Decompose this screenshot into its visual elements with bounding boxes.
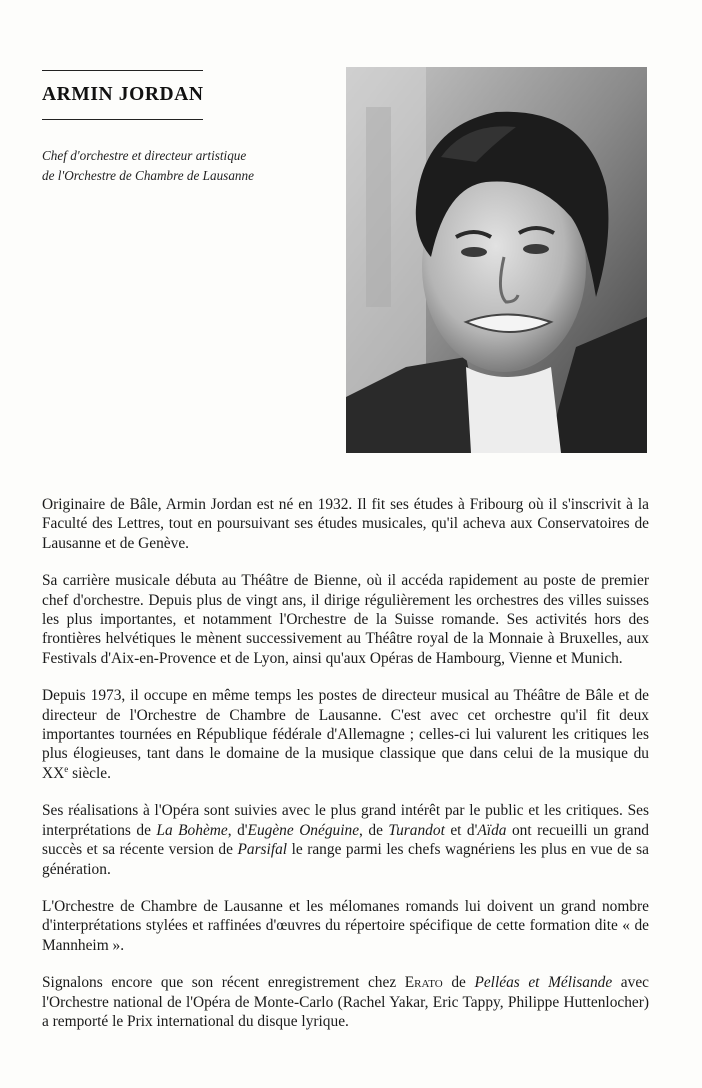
- work-title-turandot: Turandot: [388, 821, 445, 839]
- header-rule-bottom: [42, 119, 203, 120]
- artist-role: [42, 146, 312, 186]
- work-title-parsifal: Parsifal: [237, 841, 288, 859]
- artist-name: ARMIN JORDAN: [42, 84, 204, 105]
- bio-paragraph-2: Sa carrière musicale débuta au Théâtre de Bienne, où il accéda rapidement au poste de premier chef d'orchestre. Depuis plus de vingt ans, il dirige régulièrement les orchestres des villes suisses les plus importantes, et notamment l'Orchestre de la Suisse romande. Ses activités hors des frontières helvétiques le mènent successivement au Théâtre royal de la Monnaie à Bruxelles, aux Festivals d'Aix-en-Provence et de Lyon, ainsi qu'aux Opéras de Hambourg, Vienne et Munich.: [42, 572, 649, 667]
- header-rule-top: [42, 70, 203, 71]
- bio-p4-text-a: Ses réalisations à l'Opéra sont suivies avec le plus grand intérêt par le public et les critiques. Ses interprétations de: [42, 802, 649, 839]
- bio-paragraph-1: Originaire de Bâle, Armin Jordan est né en 1932. Il fit ses études à Fribourg où il s'inscrivit à la Faculté des Lettres, tout en poursuivant ses études musicales, qu'il acheva aux Conservatoires de Lausanne et de Genève.: [42, 496, 649, 552]
- role-line-1: Chef d'orchestre et directeur artistique: [42, 148, 247, 163]
- bio-p6-text-b: de: [442, 974, 475, 992]
- bio-p4-text-d: et d': [444, 821, 478, 839]
- bio-paragraph-5: L'Orchestre de Chambre de Lausanne et les mélomanes romands lui doivent un grand nombre d'interprétations stylées et raffinées d'œuvres du répertoire spécifique de cette formation dite « de Mannheim ».: [42, 897, 649, 954]
- bio-p4-text-c: , de: [359, 821, 389, 839]
- work-title-boheme: La Bohème: [156, 821, 228, 839]
- bio-p4-text-f: le range parmi les chefs wagnériens les plus en vue de sa génération.: [42, 841, 649, 878]
- bio-paragraph-6: [42, 973, 649, 1031]
- work-title-oneguine: Eugène Onéguine: [247, 821, 360, 839]
- bio-paragraph-3: [42, 686, 649, 783]
- bio-p6-text-c: avec l'Orchestre national de l'Opéra de Monte-Carlo (Rachel Yakar, Eric Tappy, Philippe Huttenlocher) a remporté le Prix international du disque lyrique.: [42, 974, 649, 1030]
- bio-p4-text-b: , d': [227, 821, 248, 839]
- bio-p3-superscript: e: [64, 763, 69, 774]
- role-line-2: de l'Orchestre de Chambre de Lausanne: [42, 168, 254, 183]
- portrait-photo-icon: [346, 67, 647, 453]
- biography-text: [42, 495, 649, 1049]
- bio-paragraph-4: [42, 801, 649, 879]
- bio-p4-text-e: ont recueilli un grand succès et sa récente version de: [42, 821, 649, 859]
- work-title-pelleas: Pelléas et Mélisande: [474, 974, 613, 992]
- bio-p3-text-a: Depuis 1973, il occupe en même temps les postes de directeur musical au Théâtre de Bâle et de directeur de l'Orchestre de Chambre de Lausanne. C'est avec cet orchestre qu'il fit deux importantes tournées en République fédérale d'Allemagne ; celles-ci lui valurent les critiques les plus élogieuses, tant dans le domaine de la musique classique que dans celui de la musique du XX: [42, 687, 649, 782]
- bio-p3-text-b: siècle.: [68, 764, 111, 782]
- bio-p6-text-a: Signalons encore que son récent enregistrement chez: [42, 974, 405, 992]
- work-title-aida: Aïda: [477, 821, 507, 839]
- record-label-erato: Erato: [404, 974, 443, 992]
